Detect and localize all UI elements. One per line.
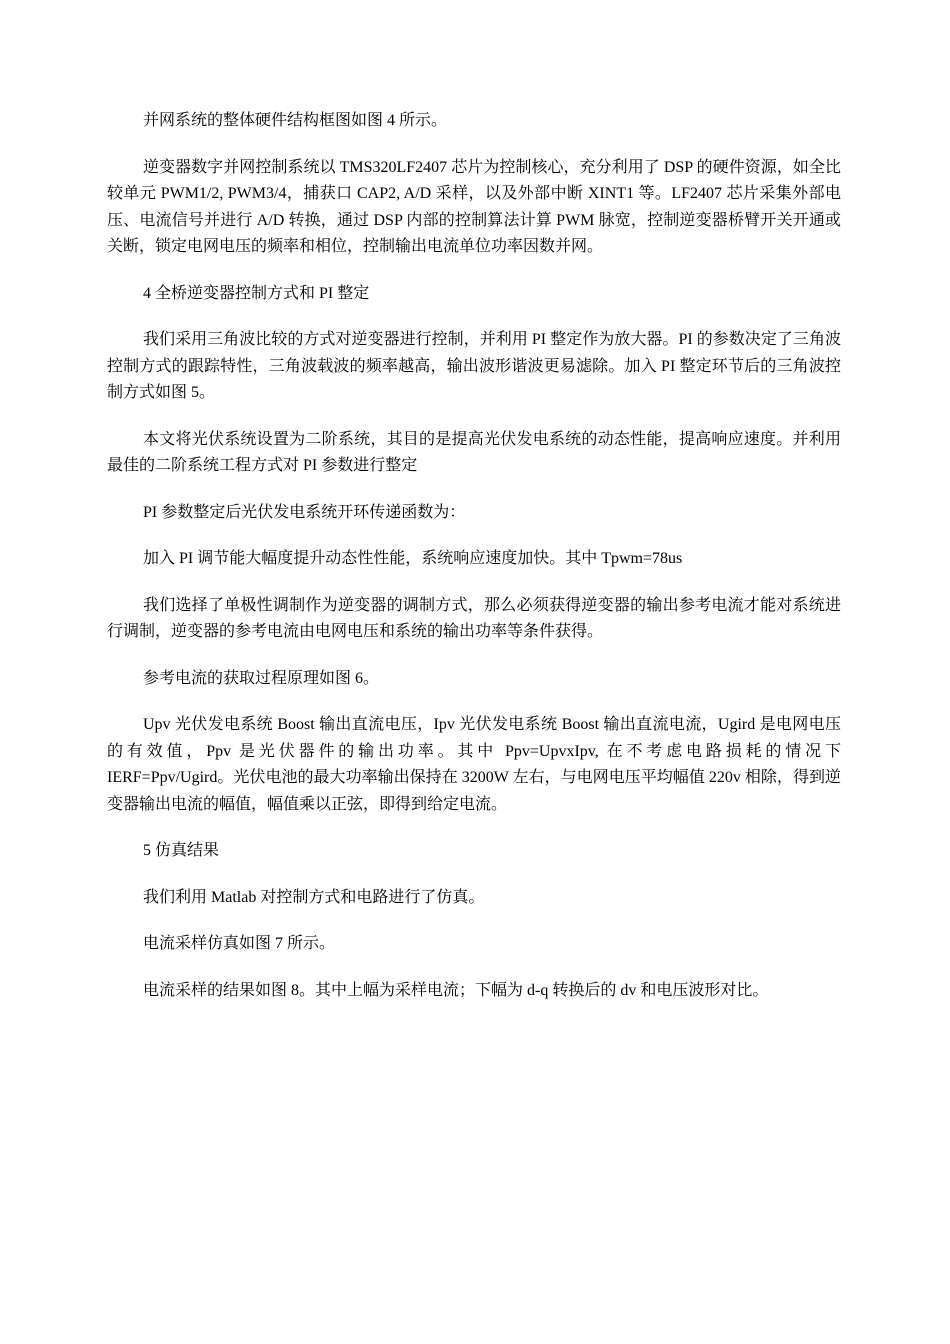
paragraph-variable-definitions: Upv 光伏发电系统 Boost 输出直流电压，Ipv 光伏发电系统 Boost 输出直流电流，Ugird 是电网电压的有效值，Ppv 是光伏器件的输出功率。其中 Ppv=UpvxIpv, 在不考虑电路损耗的情况下 IERF=Ppv/Ugird。光伏电池的最大功率输出保持在 3200W 左右，与电网电压平均幅值 220v 相除，得到逆变器输出电流的幅值，幅值乘以正弦，即得到给定电流。 xyxy=(107,716,841,813)
paragraph-matlab-simulation: 我们利用 Matlab 对控制方式和电路进行了仿真。 xyxy=(143,888,485,906)
paragraph-unipolar-modulation: 我们选择了单极性调制作为逆变器的调制方式，那么必须获得逆变器的输出参考电流才能对系统进行调制，逆变器的参考电流由电网电压和系统的输出功率等条件获得。 xyxy=(107,596,841,640)
section-heading-5: 5 仿真结果 xyxy=(143,842,220,859)
paragraph-transfer-function: PI 参数整定后光伏发电系统开环传递函数为： xyxy=(143,503,466,521)
paragraph-pi-regulation: 加入 PI 调节能大幅度提升动态性性能，系统响应速度加快。其中 Tpwm=78us xyxy=(143,550,683,567)
paragraph-triangle-wave-control: 我们采用三角波比较的方式对逆变器进行控制，并利用 PI 整定作为放大器。PI 的参数决定了三角波控制方式的跟踪特性，三角波载波的频率越高，输出波形谐波更易滤除。加入 PI 整定环节后的三角波控制方式如图 5。 xyxy=(107,331,841,401)
paragraph-current-sampling-figure: 电流采样仿真如图 7 所示。 xyxy=(143,935,336,952)
paragraph-inverter-control-system: 逆变器数字并网控制系统以 TMS320LF2407 芯片为控制核心，充分利用了 DSP 的硬件资源，如全比较单元 PWM1/2, PWM3/4，捕获口 CAP2, A/D 采样，以及外部中断 XINT1 等。LF2407 芯片采集外部电压、电流信号并进行 A/D 转换，通过 DSP 内部的控制算法计算 PWM 脉宽，控制逆变器桥臂开关开通或关断，锁定电网电压的频率和相位，控制输出电流单位功率因数并网。 xyxy=(107,158,841,255)
paragraph-second-order-system: 本文将光伏系统设置为二阶系统，其目的是提高光伏发电系统的动态性能，提高响应速度。并利用最佳的二阶系统工程方式对 PI 参数进行整定 xyxy=(107,430,841,474)
paragraph-hardware-structure: 并网系统的整体硬件结构框图如图 4 所示。 xyxy=(143,112,448,129)
section-heading-4: 4 全桥逆变器控制方式和 PI 整定 xyxy=(143,284,370,302)
document-body xyxy=(107,108,841,1024)
paragraph-sampling-results: 电流采样的结果如图 8。其中上幅为采样电流；下幅为 d-q 转换后的 dv 和电压波形对比。 xyxy=(143,981,769,999)
paragraph-reference-current: 参考电流的获取过程原理如图 6。 xyxy=(143,669,380,687)
